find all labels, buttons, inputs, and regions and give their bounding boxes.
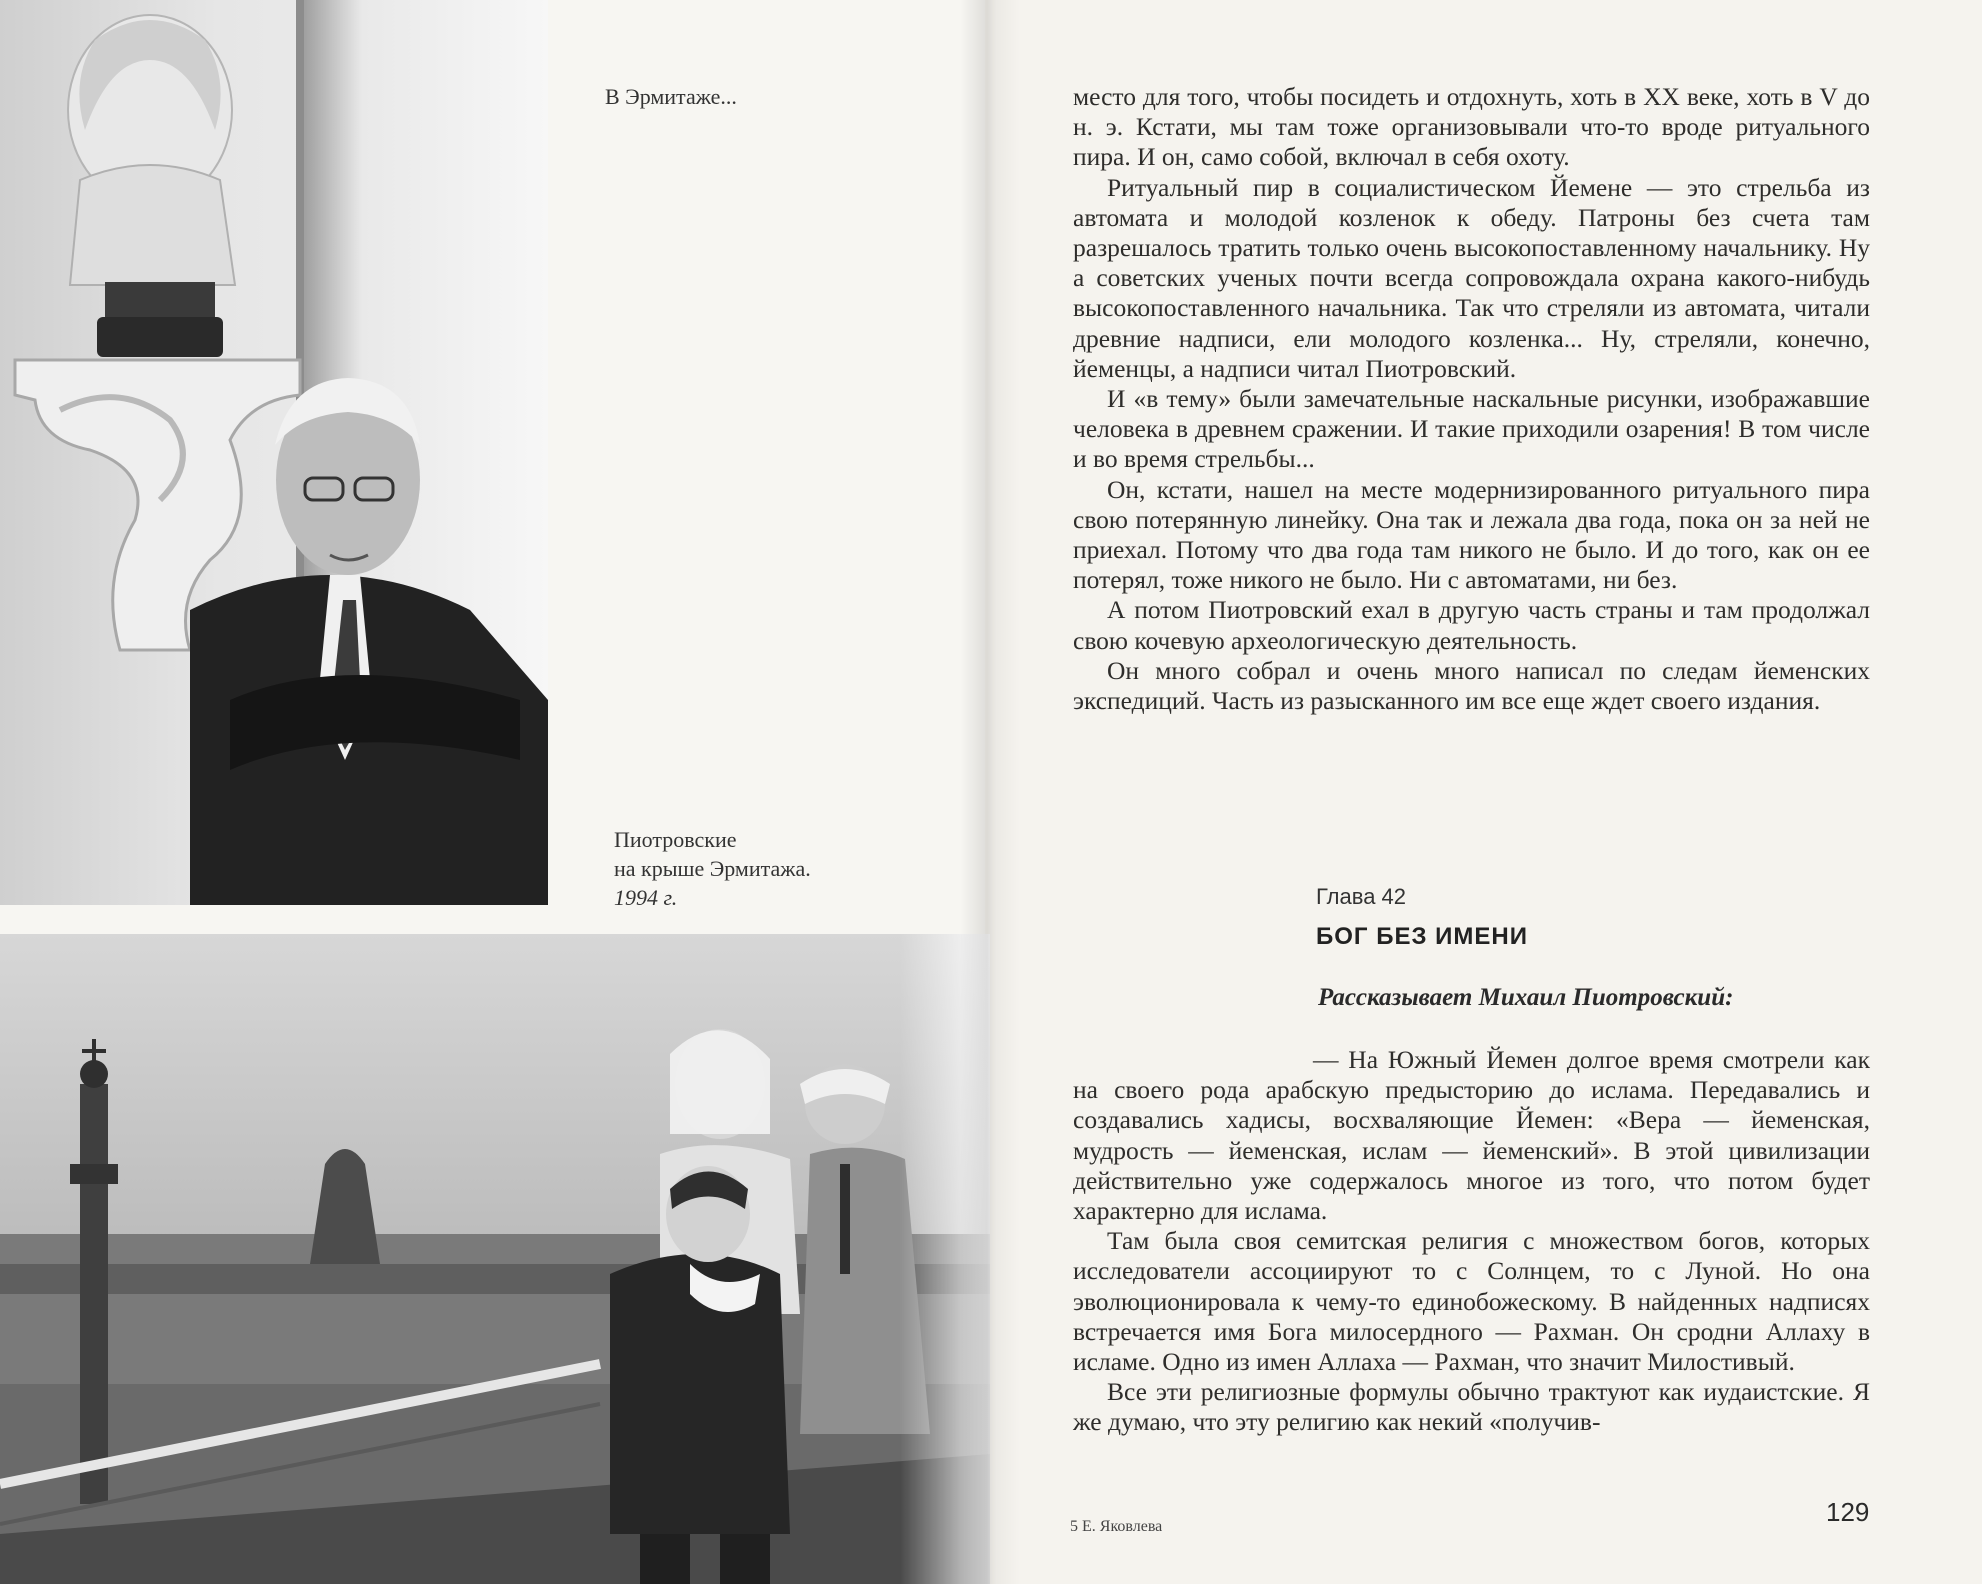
photo-family-on-roof: [0, 934, 990, 1584]
caption-line-2: на крыше Эрмитажа.: [614, 856, 811, 881]
paragraph: А потом Пиотровский ехал в другую часть страны и там продолжал свою кочевую археологическую деятельность.: [1073, 595, 1870, 655]
page-number: 129: [1826, 1497, 1870, 1527]
photo-piotrovsky-portrait: [0, 0, 548, 905]
chapter-narrator: Рассказывает Михаил Пиотровский:: [1318, 984, 1734, 1011]
paragraph: — На Южный Йемен долгое время смотрели как на своего рода арабскую предысторию до ислама. Передавались и создавались хадисы, восхваляющие Йемен: «Вера — йеменская, мудрость — йеменская, ислам — йеменский». В этой цивилизации действительно уже содержалось многое из того, что потом будет характерно для ислама.: [1073, 1045, 1870, 1226]
body-text-top: [1073, 82, 1870, 716]
paragraph: Он много собрал и очень много написал по следам йеменских экспедиций. Часть из разысканного им все еще ждет своего издания.: [1073, 655, 1870, 716]
caption-in-hermitage: В Эрмитаже...: [605, 84, 737, 109]
rooftop-photo-image: [0, 934, 990, 1584]
portrait-photo-image: [0, 0, 548, 905]
paragraph: Он, кстати, нашел на месте модернизированного ритуального пира свою потерянную линейку. Она так и лежала два года, пока он за ней не приехал. Потому что два года там никого не было. И до того, как он ее потерял, тоже никого не было. Ни с автоматами, ни без.: [1073, 474, 1870, 595]
paragraph: И «в тему» были замечательные наскальные рисунки, изображавшие человека в древнем сражении. И такие приходили озарения! В том числе и во время стрельбы...: [1073, 384, 1870, 474]
footer-author-signature: 5 Е. Яковлева: [1070, 1518, 1163, 1535]
paragraph: Там была своя семитская религия с множеством богов, которых исследователи ассоциируют то с Солнцем, то с Луной. Но она эволюционировала к чему-то единобожескому. В найденных надписях встречается имя Бога милосердного — Рахман. Он сродни Аллаху в исламе. Одно из имен Аллаха — Рахман, что значит Милостивый.: [1073, 1226, 1870, 1377]
paragraph: Ритуальный пир в социалистическом Йемене — это стрельба из автомата и молодой козленок к обеду. Патроны без счета там разрешалось тратить только очень высокопоставленному начальнику. Ну а советских ученых почти всегда сопровождала охрана какого-нибудь высокопоставленного начальника. Так что стреляли из автомата, читали древние надписи, ели молодого козленка... Ну, стреляли, конечно, йеменцы, а надписи читал Пиотровский.: [1073, 172, 1870, 383]
paragraph: место для того, чтобы посидеть и отдохнуть, хоть в XX веке, хоть в V до н. э. Кстати, мы там тоже организовывали что-то вроде ритуального пира. И он, само собой, включал в себя охоту.: [1073, 82, 1870, 172]
caption-rooftop-photo: [614, 825, 954, 912]
chapter-title: БОГ БЕЗ ИМЕНИ: [1316, 923, 1528, 950]
chapter-number: Глава 42: [1316, 884, 1407, 909]
gutter-shadow: [960, 0, 1020, 1584]
caption-year: 1994 г.: [614, 885, 678, 910]
body-text-bottom: [1073, 1045, 1870, 1438]
caption-line-1: Пиотровские: [614, 827, 737, 852]
paragraph: Все эти религиозные формулы обычно трактуют как иудаистские. Я же думаю, что эту религию как некий «получив-: [1073, 1377, 1870, 1437]
